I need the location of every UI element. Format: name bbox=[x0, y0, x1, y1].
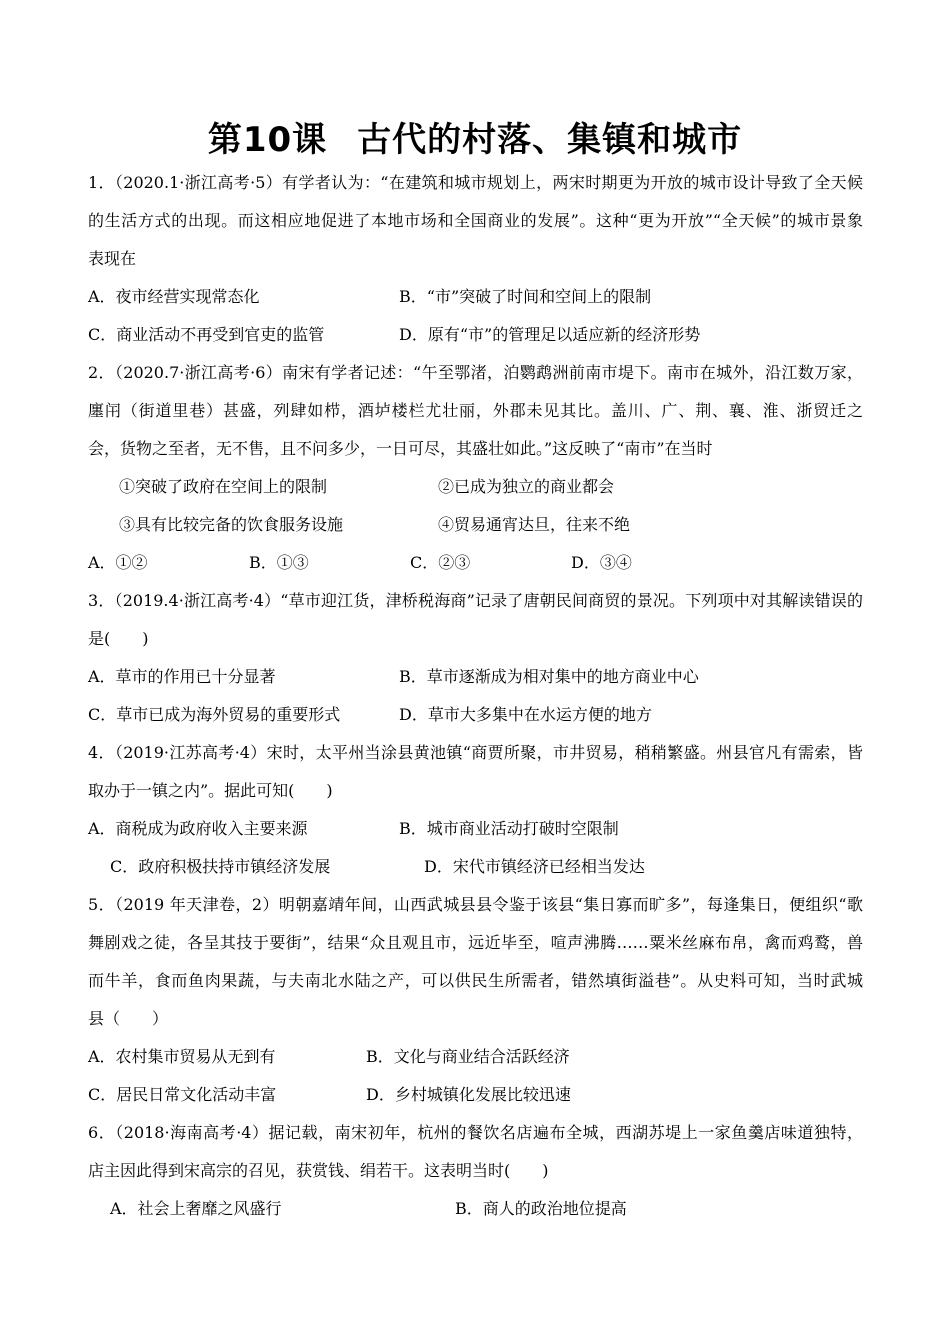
page-title bbox=[0, 118, 950, 162]
question-stem-line: 5．（2019 年天津卷，2）明朝嘉靖年间，山西武城县县令鉴于该县“集日寡而旷多”，每逢集日，便组织“歌 bbox=[88, 895, 863, 914]
option-d[interactable]: D．宋代市镇经济已经相当发达 bbox=[424, 857, 645, 876]
option-b[interactable]: B．①③ bbox=[249, 553, 309, 572]
option-d[interactable]: D．③④ bbox=[571, 553, 632, 572]
title-number: 10 bbox=[242, 120, 293, 160]
question-stem-line: 而牛羊，食而鱼肉果蔬，与夫南北水陆之产，可以供民生所需者，错然填街溢巷”。从史料可知，当时武城 bbox=[88, 971, 863, 990]
title-name: 古代的村落、集镇和城市 bbox=[357, 120, 743, 160]
statement-item: ①突破了政府在空间上的限制 bbox=[119, 477, 328, 496]
title-suffix: 课 bbox=[292, 120, 328, 160]
question-stem-line: 4．（2019·江苏高考·4）宋时，太平州当涂县黄池镇“商贾所聚，市井贸易，稍稍繁盛。州县官凡有需索，皆 bbox=[88, 743, 863, 762]
option-a[interactable]: A．①② bbox=[88, 553, 148, 572]
statement-item: ③具有比较完备的饮食服务设施 bbox=[119, 515, 344, 534]
option-d[interactable]: D．乡村城镇化发展比较迅速 bbox=[366, 1085, 571, 1104]
question-stem-line: 舞剧戏之徒，各呈其技于要街”，结果“众且观且市，远近毕至，喧声沸腾……粟米丝麻布帛，禽而鸡鹜，兽 bbox=[88, 933, 863, 952]
option-c[interactable]: C．商业活动不再受到官吏的监管 bbox=[88, 325, 325, 344]
option-a[interactable]: A．社会上奢靡之风盛行 bbox=[110, 1199, 282, 1218]
question-stem-line: 2．（2020.7·浙江高考·6）南宋有学者记述：“午至鄂渚，泊鹦鹉洲前南市堤下。南市在城外，沿江数万家， bbox=[88, 363, 863, 382]
option-a[interactable]: A．草市的作用已十分显著 bbox=[88, 667, 276, 686]
question-stem-line: 是( ) bbox=[88, 629, 149, 648]
question-stem-line: 1．（2020.1·浙江高考·5）有学者认为：“在建筑和城市规划上，两宋时期更为开放的城市设计导致了全天候 bbox=[88, 173, 863, 192]
option-b[interactable]: B．城市商业活动打破时空限制 bbox=[399, 819, 619, 838]
option-c[interactable]: C．居民日常文化活动丰富 bbox=[88, 1085, 277, 1104]
option-b[interactable]: B．文化与商业结合活跃经济 bbox=[366, 1047, 570, 1066]
option-c[interactable]: C．政府积极扶持市镇经济发展 bbox=[110, 857, 331, 876]
option-c[interactable]: C．②③ bbox=[410, 553, 471, 572]
question-stem-line: 县（ ） bbox=[88, 1009, 169, 1028]
option-a[interactable]: A．商税成为政府收入主要来源 bbox=[88, 819, 308, 838]
option-d[interactable]: D．原有“市”的管理足以适应新的经济形势 bbox=[399, 325, 701, 344]
statement-item: ②已成为独立的商业都会 bbox=[438, 477, 615, 496]
option-d[interactable]: D．草市大多集中在水运方便的地方 bbox=[399, 705, 652, 724]
option-a[interactable]: A．农村集市贸易从无到有 bbox=[88, 1047, 276, 1066]
question-stem-line: 廛闬（街道里巷）甚盛，列肆如栉，酒垆楼栏尤壮丽，外郡未见其比。盖川、广、荆、襄、淮、浙贸迁之 bbox=[88, 401, 863, 420]
option-b[interactable]: B．商人的政治地位提高 bbox=[455, 1199, 627, 1218]
option-c[interactable]: C．草市已成为海外贸易的重要形式 bbox=[88, 705, 341, 724]
question-stem-line: 取办于一镇之内”。据此可知( ) bbox=[88, 781, 333, 800]
question-stem-line: 店主因此得到宋高宗的召见，获赏钱、绢若干。这表明当时( ) bbox=[88, 1161, 549, 1180]
question-stem-line: 的生活方式的出现。而这相应地促进了本地市场和全国商业的发展”。这种“更为开放”“全天候”的城市景象 bbox=[88, 211, 863, 230]
option-b[interactable]: B．“市”突破了时间和空间上的限制 bbox=[399, 287, 652, 306]
question-stem-line: 表现在 bbox=[88, 249, 137, 268]
question-stem-line: 6．（2018·海南高考·4）据记载，南宋初年，杭州的餐饮名店遍布全城，西湖苏堤上一家鱼羹店味道独特， bbox=[88, 1123, 863, 1142]
option-b[interactable]: B．草市逐渐成为相对集中的地方商业中心 bbox=[399, 667, 699, 686]
statement-item: ④贸易通宵达旦，往来不绝 bbox=[438, 515, 631, 534]
option-a[interactable]: A．夜市经营实现常态化 bbox=[88, 287, 260, 306]
title-prefix: 第 bbox=[207, 120, 243, 160]
question-stem-line: 3．（2019.4·浙江高考·4）“草市迎江货，津桥税海商”记录了唐朝民间商贸的景况。下列项中对其解读错误的 bbox=[88, 591, 863, 610]
question-stem-line: 会，货物之至者，无不售，且不问多少，一日可尽，其盛壮如此。”这反映了“南市”在当时 bbox=[88, 439, 713, 458]
